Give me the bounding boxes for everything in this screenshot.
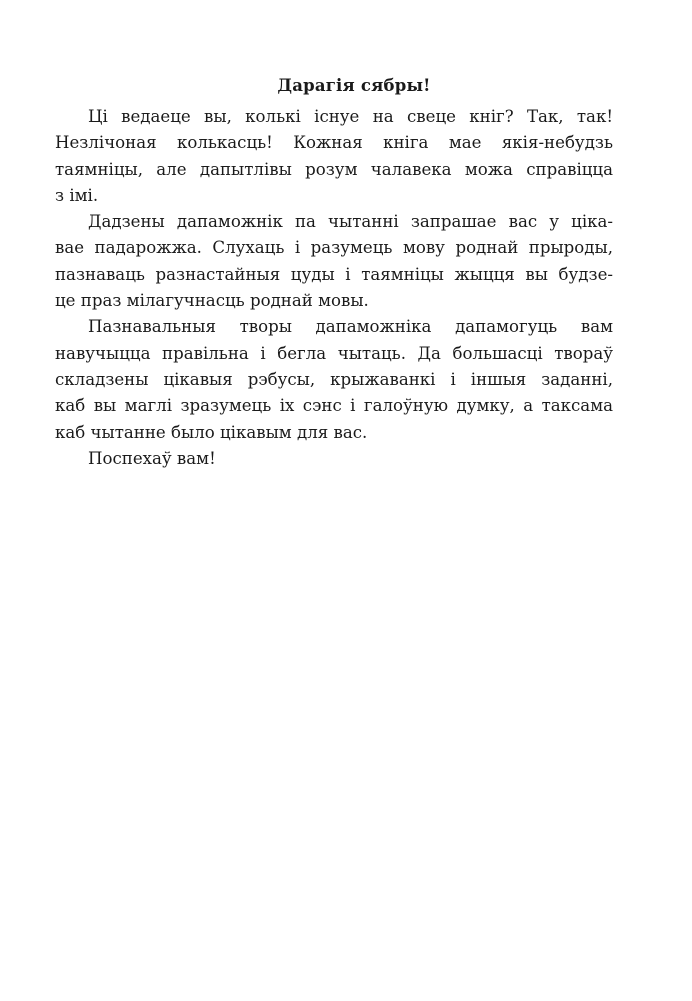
paragraph-guide	[55, 209, 613, 314]
page-content	[55, 71, 613, 472]
text-line: пазнаваць разнастайныя цуды і таямніцы жыцця вы будзе-	[55, 264, 613, 284]
paragraph-intro	[55, 104, 613, 209]
text-line: навучыцца правільна і бегла чытаць. Да большасці твораў	[55, 343, 613, 363]
text-line: Пазнавальныя творы дапаможніка дапамогуць вам	[88, 317, 613, 337]
paragraph-works	[55, 314, 613, 445]
text-line: таямніцы, але дапытлівы розум чалавека можа справіцца	[55, 159, 613, 179]
text-line: з імі.	[55, 185, 99, 205]
text-line: складзены цікавыя рэбусы, крыжаванкі і іншыя заданні,	[55, 369, 613, 389]
paragraph-closing	[55, 446, 613, 472]
page-title: Дарагія сябры!	[277, 76, 431, 95]
text-line: каб чытанне было цікавым для вас.	[55, 422, 368, 442]
text-line: це праз мілагучнасць роднай мовы.	[55, 291, 369, 311]
text-line: Ці ведаеце вы, колькі існуе на свеце кніг? Так, так!	[88, 107, 613, 126]
text-line: Дадзены дапаможнік па чытанні запрашае вас у ціка-	[88, 212, 613, 232]
text-line: каб вы маглі зразумець іх сэнс і галоўную думку, а таксама	[55, 396, 613, 416]
text-line: Незлічоная колькасць! Кожная кніга мае якія-небудзь	[55, 133, 613, 153]
text-line: вае падарожжа. Слухаць і разумець мову роднай прыроды,	[55, 238, 613, 258]
text-line: Поспехаў вам!	[88, 448, 216, 468]
